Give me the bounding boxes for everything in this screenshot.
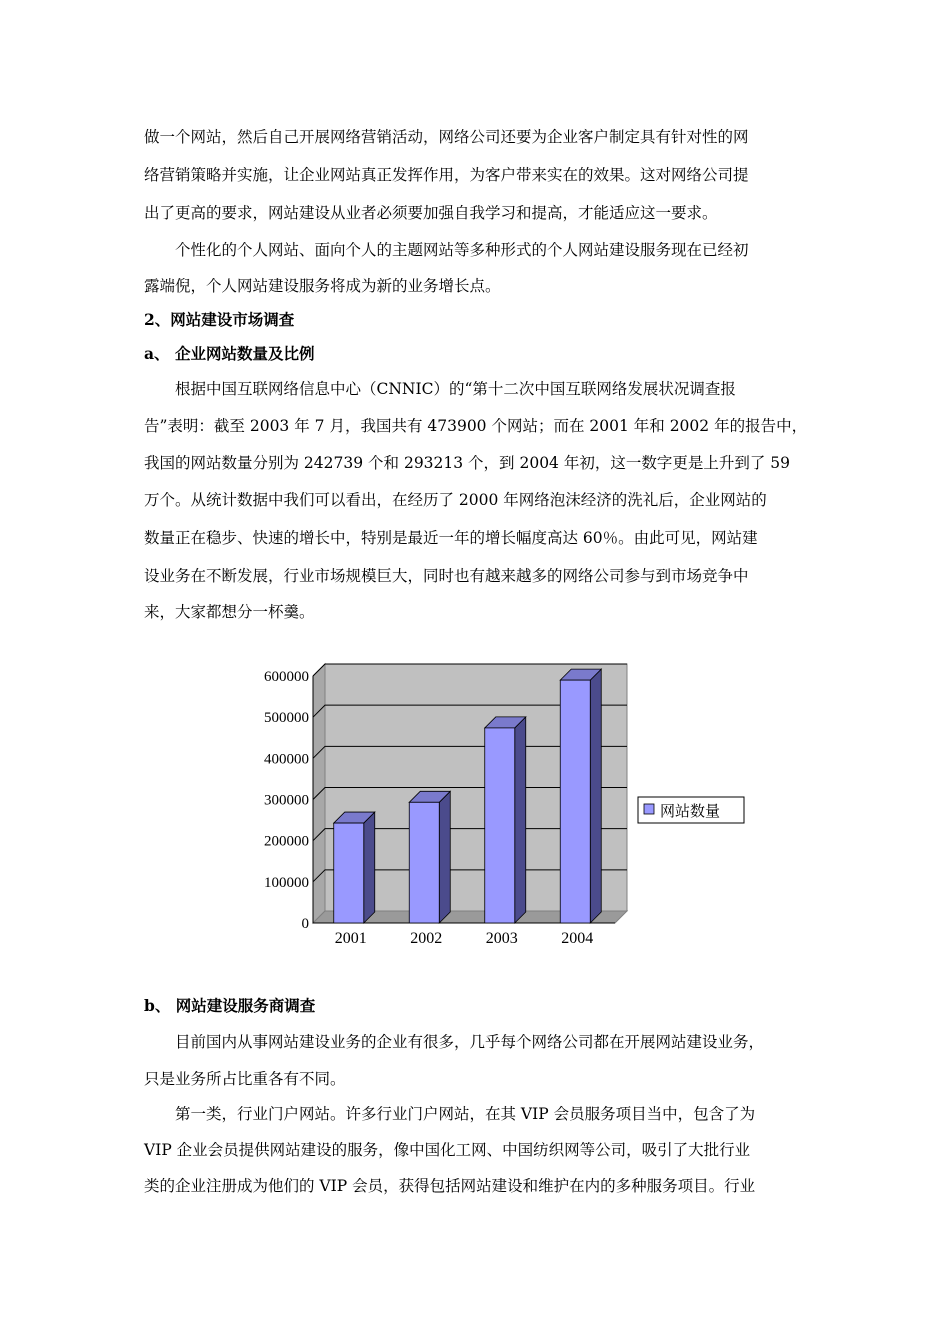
paragraph-line: 设业务在不断发展，行业市场规模巨大，同时也有越来越多的网络公司参与到市场竞争中	[144, 567, 749, 585]
website-count-bar-chart	[240, 655, 760, 955]
x-tick-label: 2003	[485, 930, 518, 947]
bar	[560, 680, 590, 923]
y-tick-label: 300000	[264, 792, 309, 809]
paragraph-line: VIP 企业会员提供网站建设的服务，像中国化工网、中国纺织网等公司，吸引了大批行业	[144, 1141, 751, 1159]
paragraph-line: 只是业务所占比重各有不同。	[144, 1070, 346, 1088]
paragraph-line: 做一个网站，然后自己开展网络营销活动，网络公司还要为企业客户制定具有针对性的网	[144, 128, 749, 146]
bar-side	[515, 717, 526, 923]
y-tick-label: 600000	[264, 669, 309, 685]
paragraph-line: 第一类，行业门户网站。许多行业门户网站，在其 VIP 会员服务项目当中，包含了为	[144, 1105, 756, 1123]
paragraph-line: 出了更高的要求，网站建设从业者必须要加强自我学习和提高，才能适应这一要求。	[144, 204, 718, 222]
x-tick-label: 2001	[334, 930, 367, 947]
bar	[334, 823, 364, 923]
paragraph-line: 个性化的个人网站、面向个人的主题网站等多种形式的个人网站建设服务现在已经初	[144, 241, 749, 259]
paragraph-line: 我国的网站数量分别为 242739 个和 293213 个，到 2004 年初，这一数字更是上升到了 59	[144, 454, 790, 472]
paragraph-line: 数量正在稳步、快速的增长中，特别是最近一年的增长幅度高达 60％。由此可见，网站建	[144, 529, 758, 547]
subsection-heading-b: b、 网站建设服务商调查	[144, 996, 316, 1015]
paragraph-line: 根据中国互联网络信息中心（CNNIC）的“第十二次中国互联网络发展状况调查报	[144, 380, 736, 398]
paragraph-line: 露端倪，个人网站建设服务将成为新的业务增长点。	[144, 277, 501, 295]
section-heading: 2、网站建设市场调查	[144, 310, 295, 329]
paragraph-line: 络营销策略并实施，让企业网站真正发挥作用，为客户带来实在的效果。这对网络公司提	[144, 166, 749, 184]
x-tick-label: 2002	[410, 930, 443, 947]
legend-label: 网站数量	[660, 804, 721, 820]
y-tick-label: 400000	[264, 751, 309, 768]
paragraph-line: 来，大家都想分一杯羹。	[144, 603, 315, 621]
paragraph-line: 万个。从统计数据中我们可以看出，在经历了 2000 年网络泡沫经济的洗礼后，企业网站的	[144, 491, 767, 509]
bar-side	[439, 791, 450, 923]
legend-swatch	[644, 804, 654, 814]
bar-side	[590, 669, 601, 923]
bar-side	[364, 812, 375, 923]
subsection-heading-a: a、 企业网站数量及比例	[144, 344, 315, 363]
paragraph-line: 告”表明：截至 2003 年 7 月，我国共有 473900 个网站；而在 2001 年和 2002 年的报告中，	[144, 417, 808, 435]
paragraph-line: 目前国内从事网站建设业务的企业有很多，几乎每个网络公司都在开展网站建设业务，	[144, 1033, 765, 1051]
bar	[409, 802, 439, 923]
y-tick-label: 200000	[264, 833, 309, 850]
y-tick-label: 500000	[264, 710, 309, 727]
bar	[485, 728, 515, 923]
x-tick-label: 2004	[561, 930, 594, 947]
y-tick-label: 100000	[264, 874, 309, 891]
paragraph-line: 类的企业注册成为他们的 VIP 会员，获得包括网站建设和维护在内的多种服务项目。行业	[144, 1177, 756, 1195]
y-tick-label: 0	[301, 916, 309, 932]
